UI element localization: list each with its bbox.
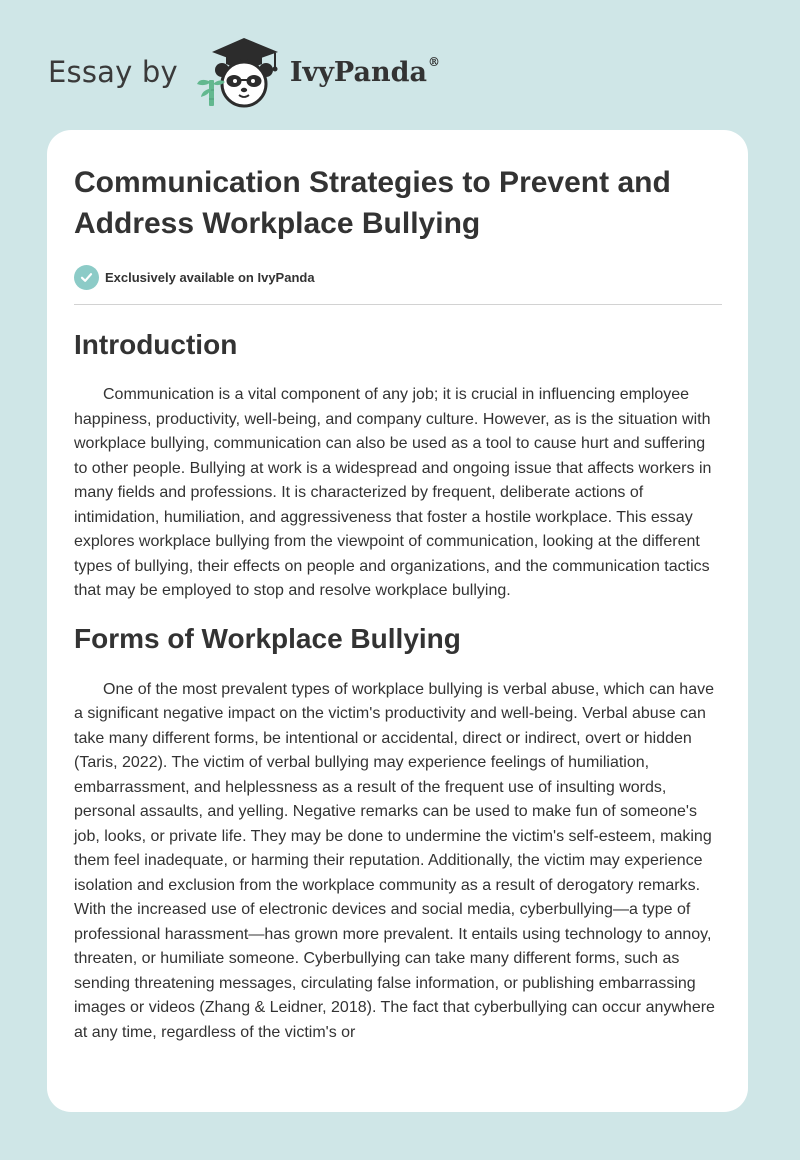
panda-logo-icon[interactable] — [192, 34, 284, 110]
brand-name[interactable] — [289, 54, 440, 88]
check-circle-icon — [74, 265, 99, 290]
section-paragraph: One of the most prevalent types of workplace bullying is verbal abuse, which can have a significant negative impact on the victim's productivity and well-being. Verbal abuse can take many different forms, be intentional or accidental, direct or indirect, overt or hidden (Taris, 2022). The victim of verbal bullying may experience feelings of humiliation, embarrassment, and helplessness as a result of the frequent use of insulting words, personal assaults, and yelling. Negative remarks can be used to make fun of someone's job, looks, or private life. They may be done to undermine the victim's self-esteem, making them feel inadequate, or harming their reputation. Additionally, the victim may experience isolation and exclusion from the workplace community as a result of derogatory remarks. With the increased use of electronic devices and social media, cyberbullying—a type of professional harassment—has grown more prevalent. It entails using technology to annoy, threaten, or humiliate someone. Cyberbullying can take many different forms, such as sending threatening messages, circulating false information, or publishing embarrassing images or videos (Zhang & Leidner, 2018). The fact that cyberbullying can occur anywhere at any time, regardless of the victim's or — [74, 680, 715, 1041]
essay-card — [47, 130, 748, 1112]
essay-title: Communication Strategies to Prevent and Address Workplace Bullying — [74, 166, 671, 240]
exclusive-badge-label: Exclusively available on IvyPanda — [105, 269, 315, 285]
brand-prefix: Essay by — [48, 55, 178, 89]
exclusive-badge — [74, 264, 722, 290]
section-introduction — [74, 328, 722, 604]
section-paragraph: Communication is a vital component of any job; it is crucial in influencing employee happiness, productivity, well-being, and company culture. However, as is the situation with workplace bullying, communication can also be used as a tool to cause hurt and suffering to other people. Bullying at work is a widespread and ongoing issue that affects workers in many fields and professions. It is characterized by frequent, deliberate actions of intimidation, humiliation, and aggressiveness that foster a hostile workplace. This essay explores workplace bullying from the viewpoint of communication, looking at the different types of bullying, their effects on people and organizations, and the communication tactics that may be employed to stop and resolve workplace bullying. — [74, 386, 712, 599]
site-header — [48, 34, 440, 110]
title-divider — [74, 304, 722, 305]
trademark-symbol: ® — [427, 54, 440, 69]
essay-content — [74, 162, 722, 1045]
section-forms-of-bullying — [74, 622, 722, 1046]
brand-name-text: IvyPanda — [289, 56, 427, 88]
section-heading: Introduction — [74, 329, 238, 360]
section-heading: Forms of Workplace Bullying — [74, 622, 461, 654]
